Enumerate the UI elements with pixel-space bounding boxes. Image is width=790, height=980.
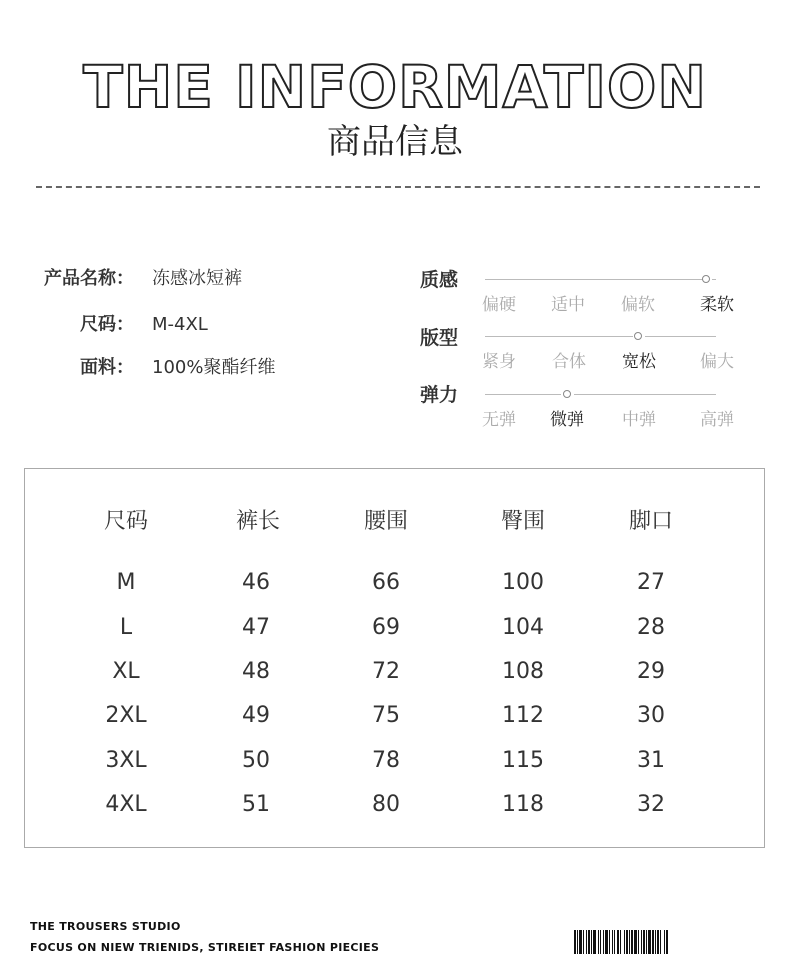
table-cell: 118 [502,792,544,817]
spec-row-fabric [0,356,300,380]
table-cell: 78 [372,748,400,773]
attr-option: 中弹 [622,410,656,430]
table-header-cell: 腰围 [363,509,408,534]
table-cell: 80 [372,792,400,817]
barcode-stripe [666,930,668,954]
table-header-cell: 脚口 [628,509,673,534]
table-cell: 51 [242,792,270,817]
attr-option: 高弹 [700,410,734,430]
table-cell: 72 [372,659,400,684]
table-cell: 50 [242,748,270,773]
table-cell: 31 [637,748,665,773]
selected-dot [634,332,642,340]
attr-option-selected: 宽松 [622,352,656,372]
table-cell: 29 [637,659,665,684]
table-header-cell: 尺码 [103,509,148,534]
footer-studio-name: THE TROUSERS STUDIO [30,920,181,933]
attr-option: 无弹 [482,410,516,430]
table-cell: 108 [502,659,544,684]
footer-tagline: FOCUS ON NIEW TRIENIDS, STIREIET FASHION PIECIES [30,941,380,954]
spec-label: 产品名称： [44,268,134,289]
spec-value: 100%聚酯纤维 [152,357,276,378]
attr-track [712,279,716,280]
attr-track [485,336,633,337]
table-cell: 28 [637,615,665,640]
attr-track [645,336,716,337]
table-cell: 112 [502,703,544,728]
table-cell: 49 [242,703,270,728]
table-cell: XL [112,659,140,684]
spec-label: 尺码： [80,314,134,335]
table-cell: 32 [637,792,665,817]
attr-option: 偏硬 [482,295,516,315]
table-header-cell: 裤长 [235,509,280,534]
attr-option: 适中 [551,295,585,315]
table-cell: 30 [637,703,665,728]
selected-dot [563,390,571,398]
attr-option: 合体 [552,352,586,372]
table-cell: M [116,570,136,595]
table-cell: 4XL [105,792,147,817]
table-cell: 27 [637,570,665,595]
table-cell: 2XL [105,703,147,728]
attr-track [485,279,703,280]
table-cell: 69 [372,615,400,640]
table-cell: 48 [242,659,270,684]
attr-option: 紧身 [482,352,516,372]
spec-row-size [0,313,300,337]
table-cell: 115 [502,748,544,773]
table-cell: 104 [502,615,544,640]
attr-option: 偏软 [621,295,655,315]
attr-track [485,394,561,395]
table-cell: 47 [242,615,270,640]
barcode-graphic [574,930,760,954]
table-cell: 46 [242,570,270,595]
table-cell: 3XL [105,748,147,773]
attr-label-stretch: 弹力 [420,384,459,406]
page-subtitle: 商品信息 [327,122,463,162]
attr-label-fit: 版型 [420,327,459,349]
attr-option: 偏大 [700,352,734,372]
dashed-divider [36,186,760,188]
table-cell: 100 [502,570,544,595]
spec-row-name [0,267,300,291]
table-header-cell: 臀围 [500,509,545,534]
attr-track [574,394,716,395]
attr-option-selected: 微弹 [550,410,584,430]
attr-option-selected: 柔软 [700,295,734,315]
spec-value: M-4XL [152,314,208,335]
spec-label: 面料： [80,357,134,378]
spec-value: 冻感冰短裤 [152,268,242,289]
table-cell: 66 [372,570,400,595]
selected-dot [702,275,710,283]
attr-label-texture: 质感 [420,269,459,291]
page-title: THE INFORMATION [83,53,707,121]
table-cell: L [119,615,133,640]
table-cell: 75 [372,703,400,728]
